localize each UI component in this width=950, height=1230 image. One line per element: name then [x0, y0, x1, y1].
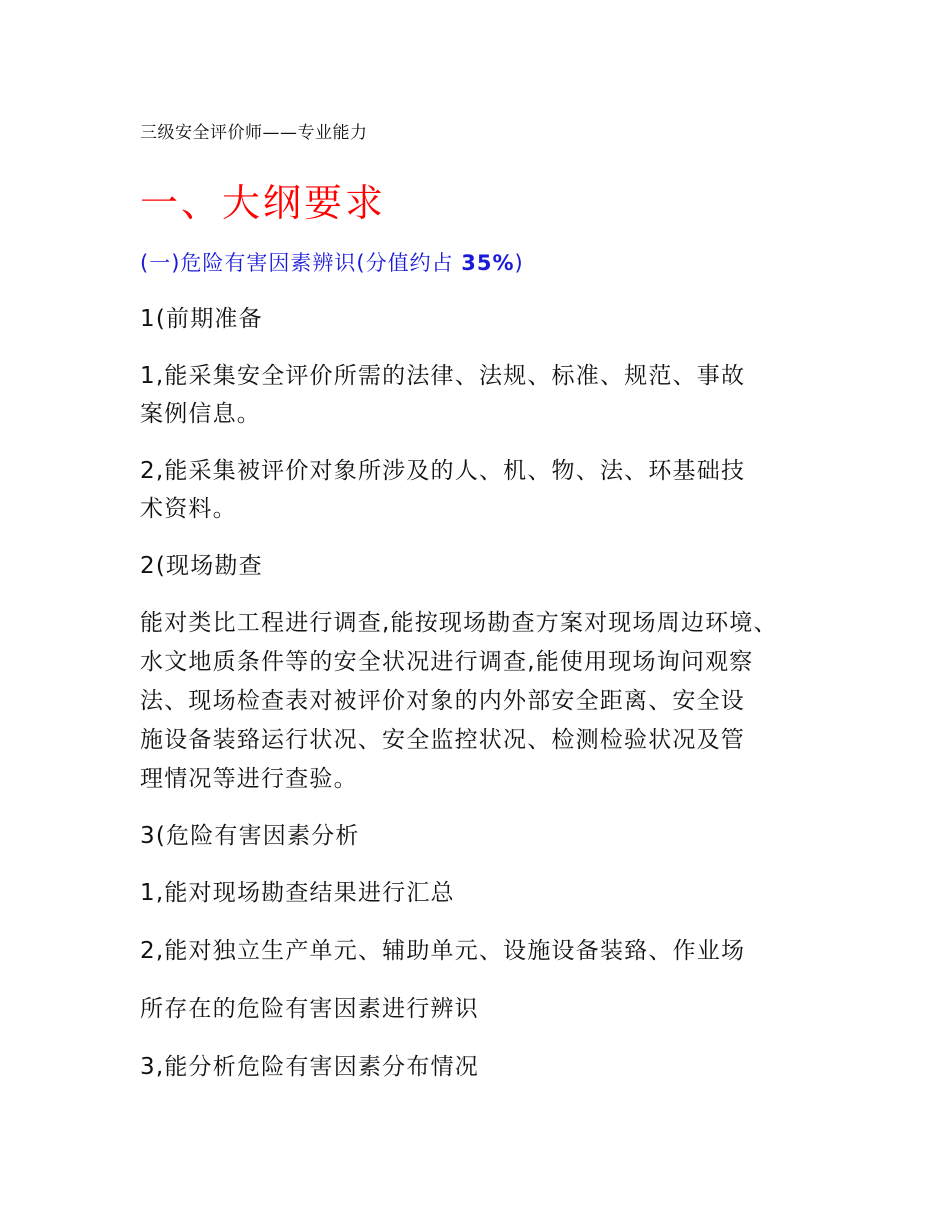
paragraph-survey-line-5: 理情况等进行查验。 [140, 766, 358, 792]
paragraph-survey-line-4: 施设备装臵运行状况、安全监控状况、检测检验状况及管 [140, 727, 745, 753]
subsection-title-prep: 1(前期准备 [140, 306, 263, 332]
section-heading [140, 247, 524, 277]
paragraph-survey-line-2: 水文地质条件等的安全状况进行调查,能使用现场询问观察 [140, 649, 754, 675]
section-heading-suffix: ) [514, 251, 524, 275]
paragraph-survey-line-3: 法、现场检查表对被评价对象的内外部安全距离、安全设 [140, 688, 745, 714]
main-heading: 一、大纲要求 [140, 181, 387, 225]
subsection-title-survey: 2(现场勘查 [140, 553, 263, 579]
paragraph-analysis-2-line-2: 所存在的危险有害因素进行辨识 [140, 996, 479, 1022]
paragraph-analysis-1: 1,能对现场勘查结果进行汇总 [140, 880, 455, 906]
paragraph-prep-2-line-2: 术资料。 [140, 496, 237, 522]
paragraph-analysis-3: 3,能分析危险有害因素分布情况 [140, 1054, 479, 1080]
section-heading-prefix: (一)危险有害因素辨识(分值约占 [140, 251, 454, 275]
paragraph-prep-2-line-1: 2,能采集被评价对象所涉及的人、机、物、法、环基础技 [140, 458, 746, 484]
paragraph-prep-1-line-1: 1,能采集安全评价所需的法律、法规、标准、规范、事故 [140, 363, 746, 389]
section-percent: 35% [461, 251, 515, 275]
paragraph-prep-1-line-2: 案例信息。 [140, 401, 261, 427]
subsection-title-analysis: 3(危险有害因素分析 [140, 823, 360, 849]
document-title: 三级安全评价师——专业能力 [140, 123, 368, 143]
paragraph-survey-line-1: 能对类比工程进行调查,能按现场勘查方案对现场周边环境、 [140, 610, 778, 636]
paragraph-analysis-2-line-1: 2,能对独立生产单元、辅助单元、设施设备装臵、作业场 [140, 938, 746, 964]
